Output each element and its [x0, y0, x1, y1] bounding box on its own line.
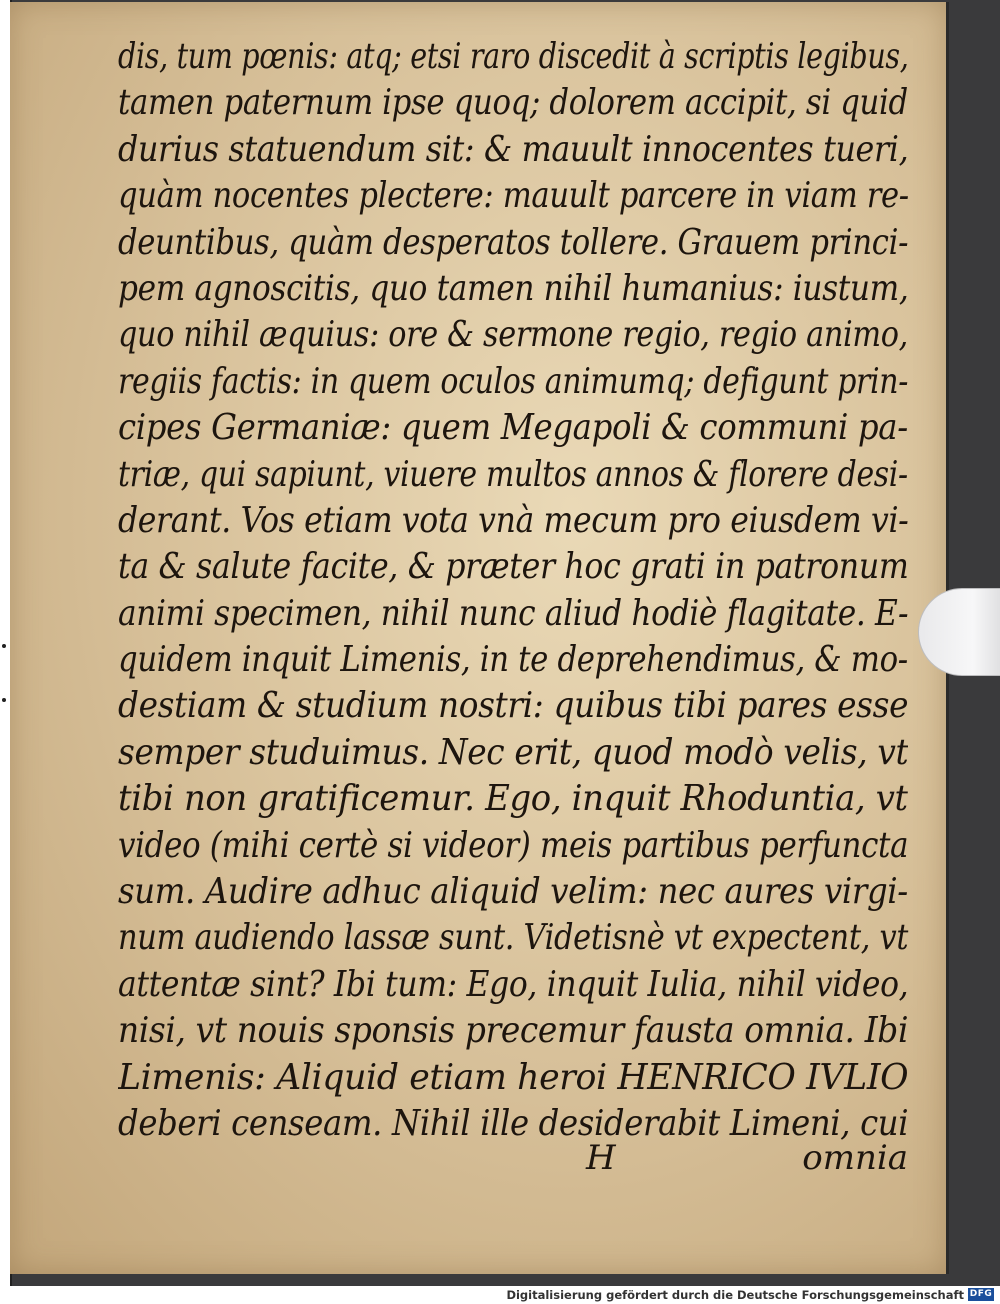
- text-line: attentæ sint? Ibi tum: Ego, inquit Iulia, nihil video,: [118, 963, 909, 1005]
- text-line: nisi, vt nouis sponsis precemur fausta omnia. Ibi: [118, 1010, 908, 1052]
- text-line: triæ, qui sapiunt, viuere multos annos & florere desi-: [118, 453, 908, 495]
- text-line: sum. Audire adhuc aliquid velim: nec aures virgi-: [118, 871, 908, 913]
- text-line: derant. Vos etiam vota vnà mecum pro eiusdem vi-: [118, 499, 909, 541]
- signature-mark: H: [586, 1138, 616, 1178]
- credit-bar: [0, 1286, 1000, 1304]
- page-footer-line: [118, 1138, 908, 1178]
- text-line: Limenis: Aliquid etiam heroi HENRICO IVLIO: [118, 1056, 909, 1098]
- funding-credit: Digitalisierung gefördert durch die Deutsche Forschungsgemeinschaft: [506, 1288, 964, 1302]
- text-line: destiam & studium nostri: quibus tibi pares esse: [118, 685, 909, 727]
- page-text: [118, 34, 908, 1147]
- text-line: deuntibus, quàm desperatos tollere. Grauem princi-: [118, 221, 908, 263]
- text-line: ta & salute facite, & præter hoc grati in patronum: [118, 546, 909, 588]
- text-line: dis, tum pœnis: atq; etsi raro discedit à scriptis legibus,: [118, 36, 909, 77]
- text-line: quidem inquit Limenis, in te deprehendimus, & mo-: [118, 639, 908, 681]
- text-line: pem agnoscitis, quo tamen nihil humanius: iustum,: [118, 267, 909, 309]
- margin-mark: [2, 644, 6, 648]
- dfg-logo-icon: DFG: [969, 1289, 993, 1299]
- text-line: animi specimen, nihil nunc aliud hodiè flagitate. E-: [118, 592, 909, 634]
- text-line: quo nihil æquius: ore & sermone regio, regio animo,: [118, 314, 908, 356]
- text-line: num audiendo lassæ sunt. Videtisnè vt expectent, vt: [118, 917, 909, 959]
- text-line: deberi censeam. Nihil ille desiderabit Limeni, cui: [118, 1102, 908, 1144]
- page-turn-tab[interactable]: [918, 588, 1000, 676]
- catchword: omnia: [802, 1138, 908, 1178]
- margin-mark: [2, 698, 6, 702]
- text-line: tibi non gratificemur. Ego, inquit Rhoduntia, vt: [118, 778, 908, 820]
- text-line: regiis factis: in quem oculos animumq; defigunt prin-: [118, 360, 908, 402]
- text-line: video (mihi certè si videor) meis partibus perfuncta: [118, 824, 908, 866]
- text-line: cipes Germaniæ: quem Megapoli & communi pa-: [118, 407, 908, 449]
- text-line: semper studuimus. Nec erit, quod modò velis, vt: [118, 731, 909, 773]
- text-line: durius statuendum sit: & mauult innocentes tueri,: [118, 128, 909, 170]
- text-line: tamen paternum ipse quoq; dolorem accipit, si quid: [118, 82, 908, 124]
- text-line: quàm nocentes plectere: mauult parcere in viam re-: [118, 175, 909, 217]
